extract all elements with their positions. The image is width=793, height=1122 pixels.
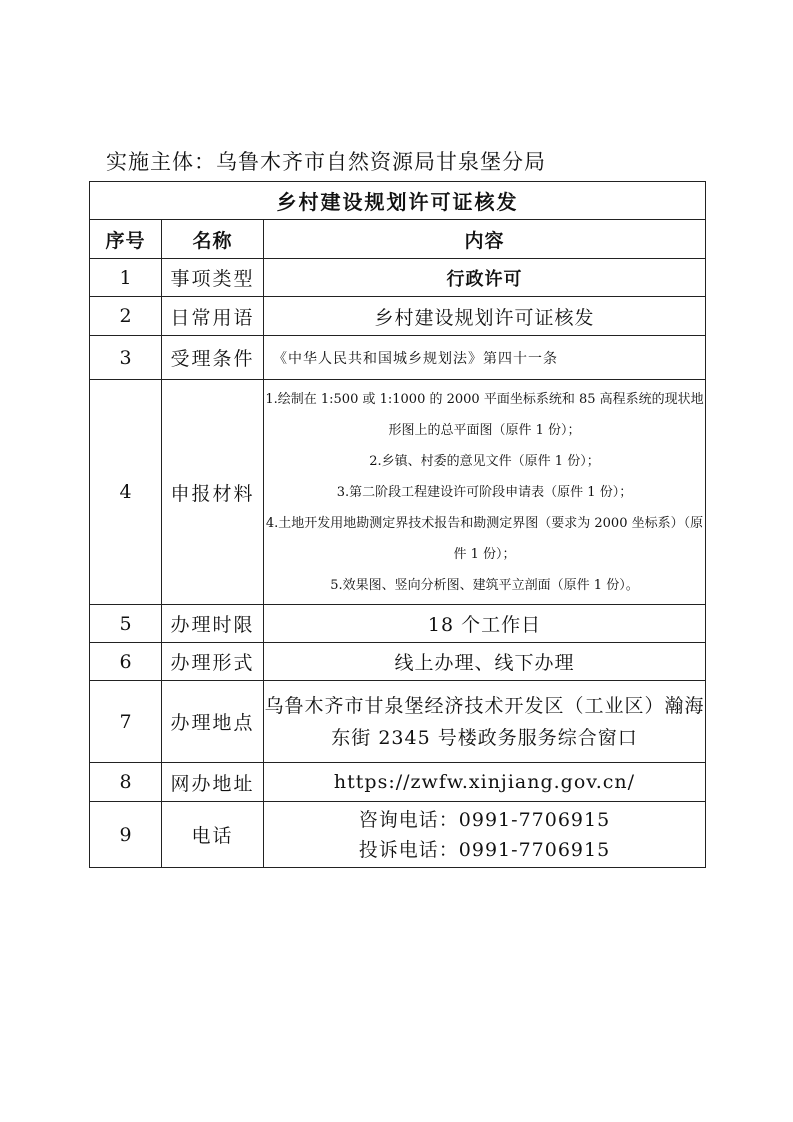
row-name: 日常用语 [162,297,264,336]
row-name: 事项类型 [162,259,264,297]
row-number: 6 [90,643,162,681]
row-name: 申报材料 [162,380,264,605]
consult-phone: 咨询电话：0991-7706915 [358,808,611,831]
table-header-row [90,220,706,259]
row-number: 3 [90,336,162,380]
website-link[interactable]: https://zwfw.xinjiang.gov.cn/ [264,763,706,802]
row-name: 办理地点 [162,681,264,763]
materials-list [264,380,706,605]
table-row [90,336,706,380]
table-row [90,605,706,643]
table-row [90,380,706,605]
row-name: 网办地址 [162,763,264,802]
row-content: 乌鲁木齐市甘泉堡经济技术开发区（工业区）瀚海东街 2345 号楼政务服务综合窗口 [264,681,706,763]
materials-item: 3.第二阶段工程建设许可阶段申请表（原件 1 份）； [336,484,633,500]
materials-item: 2.乡镇、村委的意见文件（原件 1 份）； [369,453,600,469]
row-number: 9 [90,802,162,868]
row-name: 受理条件 [162,336,264,380]
complaint-phone: 投诉电话：0991-7706915 [358,838,611,861]
row-content: 《中华人民共和国城乡规划法》第四十一条 [264,336,706,380]
row-name: 办理时限 [162,605,264,643]
row-number: 5 [90,605,162,643]
table-row [90,297,706,336]
row-number: 8 [90,763,162,802]
table-row [90,643,706,681]
row-name: 电话 [162,802,264,868]
row-content: 线上办理、线下办理 [264,643,706,681]
materials-item: 1.绘制在 1:500 或 1:1000 的 2000 平面坐标系统和 85 高程系统的现状地形图上的总平面图（原件 1 份）； [265,391,704,438]
table-title-row [90,182,706,220]
column-header-name: 名称 [162,220,264,259]
row-name: 办理形式 [162,643,264,681]
row-content: 行政许可 [264,259,706,297]
row-content: 18 个工作日 [264,605,706,643]
implementing-entity: 实施主体：乌鲁木齐市自然资源局甘泉堡分局 [106,150,546,174]
table-row [90,259,706,297]
column-header-content: 内容 [264,220,706,259]
materials-item: 5.效果图、竖向分析图、建筑平立剖面（原件 1 份）。 [330,577,639,593]
phone-numbers [264,802,706,868]
table-title: 乡村建设规划许可证核发 [90,182,706,220]
row-content: 乡村建设规划许可证核发 [264,297,706,336]
row-number: 4 [90,380,162,605]
row-number: 2 [90,297,162,336]
table-row [90,763,706,802]
table-row [90,802,706,868]
column-header-number: 序号 [90,220,162,259]
materials-item: 4.土地开发用地勘测定界技术报告和勘测定界图（要求为 2000 坐标系）（原件 1 份）； [265,515,704,562]
row-number: 7 [90,681,162,763]
table-row [90,681,706,763]
service-table [89,181,706,868]
row-number: 1 [90,259,162,297]
